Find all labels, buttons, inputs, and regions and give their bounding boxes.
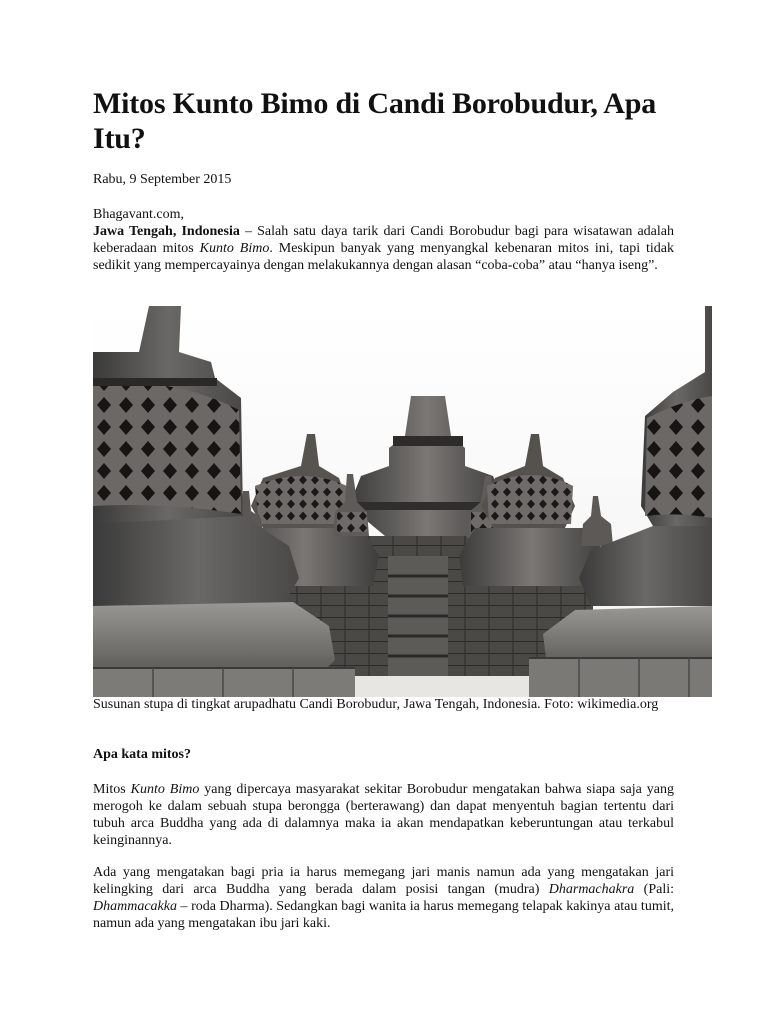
intro-text-a: – Salah satu daya tarik dari Candi Borobudur bagi para wisatawan adalah keberadaan mitos: [93, 224, 674, 256]
p2-italic-1: Dharmachakra: [548, 882, 635, 897]
p1-italic: Kunto Bimo: [130, 782, 200, 797]
article-date: Rabu, 9 September 2015: [93, 172, 232, 187]
paragraph-fingers: [93, 864, 674, 932]
p2-text-b: (Pali:: [634, 882, 674, 897]
paragraph-myth: [93, 781, 674, 849]
intro-paragraph: [93, 223, 674, 274]
intro-italic: Kunto Bimo: [199, 241, 270, 256]
article-source: Bhagavant.com,: [93, 207, 184, 222]
dateline: Jawa Tengah, Indonesia: [93, 224, 240, 239]
article-title: Mitos Kunto Bimo di Candi Borobudur, Apa Itu?: [93, 87, 657, 155]
article-intro: [93, 206, 674, 274]
photo-caption: Susunan stupa di tingkat arupadhatu Candi Borobudur, Jawa Tengah, Indonesia. Foto: wikimedia.org: [93, 697, 659, 712]
p1-text-a: Mitos: [93, 782, 131, 797]
section-heading: Apa kata mitos?: [93, 747, 192, 762]
p2-text-a: Ada yang mengatakan bagi pria ia harus memegang jari manis namun ada yang mengatakan jari kelingking dari arca Buddha yang berada dalam posisi tangan (mudra): [93, 865, 674, 897]
stupa-photo: [93, 306, 712, 697]
p2-text-c: – roda Dharma). Sedangkan bagi wanita ia harus memegang telapak kakinya atau tumit, namun ada yang mengatakan ibu jari kaki.: [93, 899, 674, 931]
p1-text-b: yang dipercaya masyarakat sekitar Borobudur mengatakan bahwa siapa saja yang merogoh ke dalam sebuah stupa berongga (berterawang) dan dapat menyentuh bagian tertentu dari tubuh arca Buddha yang ada di dalamnya maka ia akan mendapatkan keberuntungan atau terkabul keinginannya.: [93, 782, 674, 848]
p2-italic-2: Dhammacakka: [93, 899, 177, 914]
intro-text-b: . Meskipun banyak yang menyangkal kebenaran mitos ini, tapi tidak sedikit yang mempercayainya dengan melakukannya dengan alasan “coba-coba” atau “hanya iseng”.: [93, 241, 674, 273]
